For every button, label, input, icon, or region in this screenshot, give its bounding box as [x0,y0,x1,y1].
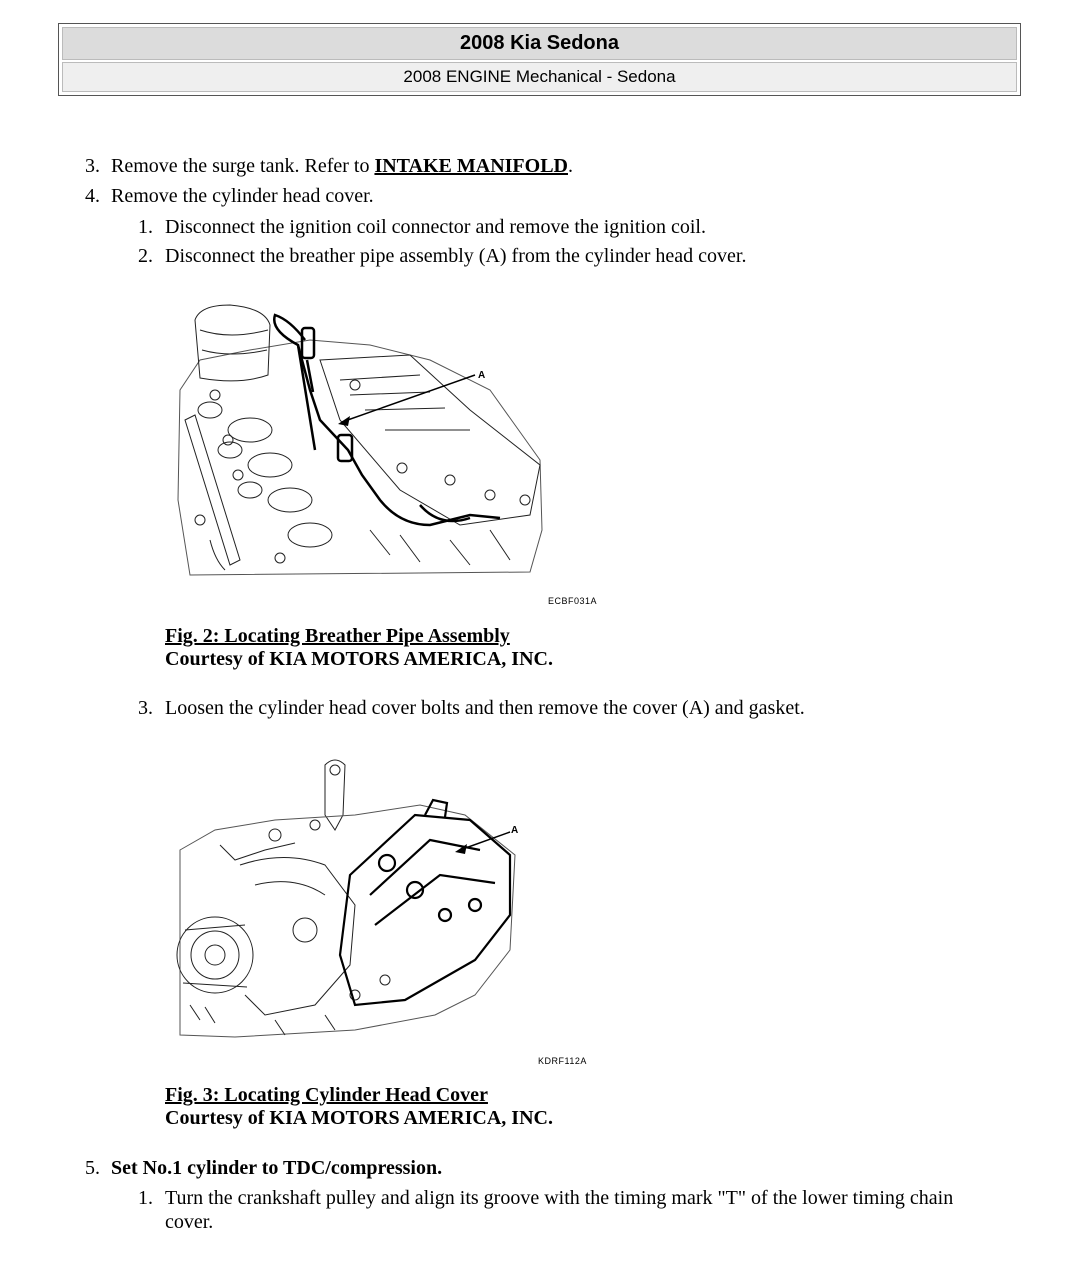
figure-3-caption[interactable]: Fig. 3: Locating Cylinder Head Cover [165,1084,488,1106]
cylinder-head-cover-illustration [175,755,535,1045]
figure-code: ECBF031A [548,596,598,606]
step-text [111,154,573,178]
figure-2-courtesy: Courtesy of KIA MOTORS AMERICA, INC. [165,648,553,670]
step-text: Remove the cylinder head cover. [111,185,374,207]
figure-2-caption[interactable]: Fig. 2: Locating Breather Pipe Assembly [165,625,510,647]
breather-pipe-illustration [170,300,550,585]
callout-label-a: A [478,370,486,381]
substep-number: 1. [138,1187,153,1209]
step-number: 3. [85,155,100,177]
section-title: 2008 ENGINE Mechanical - Sedona [62,62,1017,92]
substep-text-line-1: Turn the crankshaft pulley and align its groove with the timing mark "T" of the lower timing chain [165,1187,954,1209]
substep-number: 3. [138,697,153,719]
substep-text: Loosen the cylinder head cover bolts and then remove the cover (A) and gasket. [165,697,805,719]
step-text-part: Remove the surge tank. Refer to [111,155,375,177]
step-number: 5. [85,1157,100,1179]
step-number: 4. [85,185,100,207]
substep-text: Disconnect the ignition coil connector and remove the ignition coil. [165,216,706,238]
vehicle-title: 2008 Kia Sedona [62,27,1017,60]
substep-number: 2. [138,245,153,267]
callout-label-a: A [511,825,519,836]
substep-text: Disconnect the breather pipe assembly (A) from the cylinder head cover. [165,245,747,267]
intake-manifold-link[interactable]: INTAKE MANIFOLD [374,155,568,177]
step-text-end: . [567,155,573,177]
figure-code: KDRF112A [538,1056,587,1066]
figure-3-courtesy: Courtesy of KIA MOTORS AMERICA, INC. [165,1107,553,1129]
substep-text-line-2: cover. [165,1211,214,1233]
step-text: Set No.1 cylinder to TDC/compression. [111,1157,443,1179]
substep-number: 1. [138,216,153,238]
document-header [58,23,1021,96]
